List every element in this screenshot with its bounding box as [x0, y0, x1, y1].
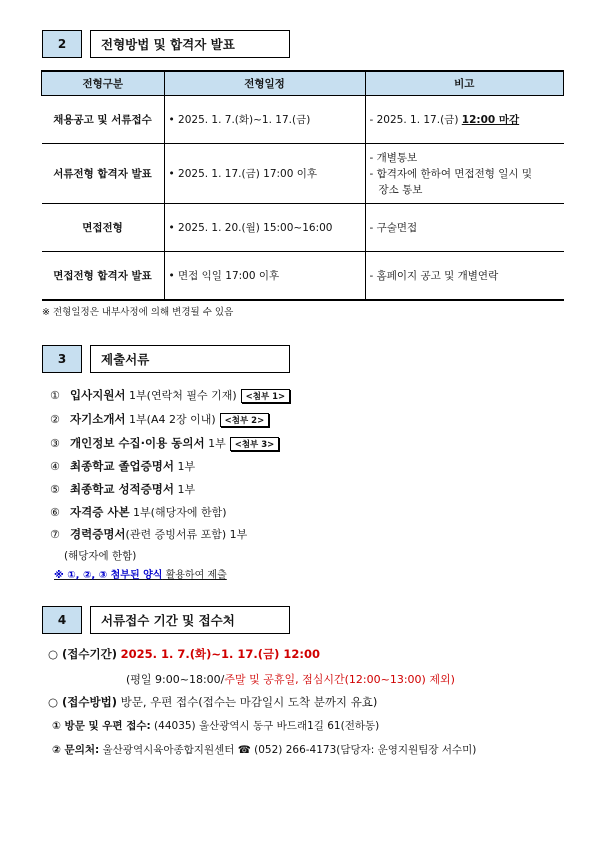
document-name: 최종학교 성적증명서: [70, 482, 174, 496]
section-title: 서류접수 기간 및 접수처: [90, 606, 290, 634]
schedule-table: [41, 70, 564, 301]
item-number: ②: [50, 413, 60, 426]
contact-value: 울산광역시육아종합지원센터 ☎ (052) 266-4173(담당자: 운영지원팀장 서수미): [99, 744, 477, 756]
section-2-header: [42, 30, 290, 58]
document-detail: 1부(A4 2장 이내): [125, 413, 216, 426]
document-item: [50, 504, 227, 520]
period-value: 2025. 1. 7.(화)~1. 17.(금) 12:00: [120, 647, 321, 661]
deadline-text: 12:00 마감: [461, 114, 520, 126]
document-note: [54, 566, 227, 581]
item-number: ⑥: [50, 506, 60, 519]
cell-line: - 합격자에 한하여 면접전형 일시 및: [369, 167, 532, 180]
table-cell: - 구술면접: [365, 204, 564, 252]
period-sub-exclusion: 주말 및 공휴일, 점심시간(12:00~13:00) 제외): [224, 673, 455, 686]
attachment-tag: <첨부 3>: [230, 437, 280, 451]
document-name: 최종학교 졸업증명서: [70, 459, 174, 473]
method-value: 방문, 우편 접수(접수는 마감일시 도착 분까지 유효): [117, 695, 378, 709]
document-detail: 1부(연락처 필수 기재): [125, 389, 237, 402]
item-number: ④: [50, 460, 60, 473]
document-item-extra: (해당자에 한함): [64, 550, 137, 562]
document-name: 경력증명서: [70, 527, 126, 541]
document-detail: (관련 증빙서류 포함) 1부: [125, 528, 248, 541]
section-number: 3: [42, 345, 82, 373]
section-number: 2: [42, 30, 82, 58]
document-item: [50, 411, 269, 427]
table-row: [42, 96, 564, 144]
attachment-tag: <첨부 2>: [220, 413, 270, 427]
table-cell: 서류전형 합격자 발표: [42, 144, 165, 204]
table-cell: - 홈페이지 공고 및 개별연락: [365, 252, 564, 300]
document-detail: 1부: [204, 437, 226, 450]
cell-line: 장소 통보: [378, 183, 423, 196]
document-detail: 1부: [173, 460, 196, 473]
table-header-row: [42, 71, 564, 96]
period-label: ○ (접수기간): [48, 647, 117, 661]
item-number: ③: [50, 437, 60, 450]
table-header: 전형구분: [42, 71, 165, 96]
table-cell: • 2025. 1. 7.(화)~1. 17.(금): [164, 96, 365, 144]
document-item: [50, 387, 290, 403]
visit-label: ① 방문 및 우편 접수:: [52, 720, 151, 732]
contact-line: [52, 742, 476, 757]
section-number: 4: [42, 606, 82, 634]
visit-value: (44035) 울산광역시 동구 바드래1길 61(전하동): [150, 720, 380, 732]
section-3-header: [42, 345, 290, 373]
cell-line: - 개별통보: [369, 151, 418, 164]
item-number: ⑤: [50, 483, 60, 496]
contact-label: ② 문의처:: [52, 744, 100, 756]
table-cell: • 2025. 1. 20.(월) 15:00~16:00: [164, 204, 365, 252]
table-cell: • 면접 익일 17:00 이후: [164, 252, 365, 300]
table-cell: [365, 144, 564, 204]
cell-text: - 2025. 1. 17.(금): [369, 114, 462, 126]
document-name: 개인정보 수집·이용 동의서: [70, 436, 205, 450]
attachment-tag: <첨부 1>: [241, 389, 291, 403]
document-item: [50, 526, 247, 542]
document-item: [50, 481, 195, 497]
document-detail: 1부: [173, 483, 196, 496]
document-name: 자기소개서: [70, 412, 126, 426]
note-text: 활용하여 제출: [162, 570, 227, 581]
period-sub-text: (평일 9:00~18:00/: [126, 673, 225, 686]
document-name: 자격증 사본: [70, 505, 130, 519]
method-label: ○ (접수방법): [48, 695, 117, 709]
note-highlight: ※ ①, ②, ③ 첨부된 양식: [54, 570, 163, 581]
item-number: ⑦: [50, 528, 60, 541]
table-cell: [365, 96, 564, 144]
table-header: 비고: [365, 71, 564, 96]
table-cell: 채용공고 및 서류접수: [42, 96, 165, 144]
document-item: [50, 435, 279, 451]
period-line: [48, 646, 320, 662]
schedule-note: ※ 전형일정은 내부사정에 의해 변경될 수 있음: [42, 307, 234, 318]
table-row: [42, 204, 564, 252]
section-title: 제출서류: [90, 345, 290, 373]
table-cell: 면접전형 합격자 발표: [42, 252, 165, 300]
section-title: 전형방법 및 합격자 발표: [90, 30, 290, 58]
visit-line: [52, 718, 379, 733]
period-sub-line: [126, 671, 455, 687]
method-line: [48, 694, 377, 710]
table-row: [42, 144, 564, 204]
table-row: [42, 252, 564, 300]
table-cell: 면접전형: [42, 204, 165, 252]
document-item: [50, 458, 195, 474]
table-header: 전형일정: [164, 71, 365, 96]
item-number: ①: [50, 389, 60, 402]
document-detail: 1부(해당자에 한함): [129, 506, 227, 519]
table-cell: • 2025. 1. 17.(금) 17:00 이후: [164, 144, 365, 204]
section-4-header: [42, 606, 290, 634]
document-name: 입사지원서: [70, 388, 126, 402]
